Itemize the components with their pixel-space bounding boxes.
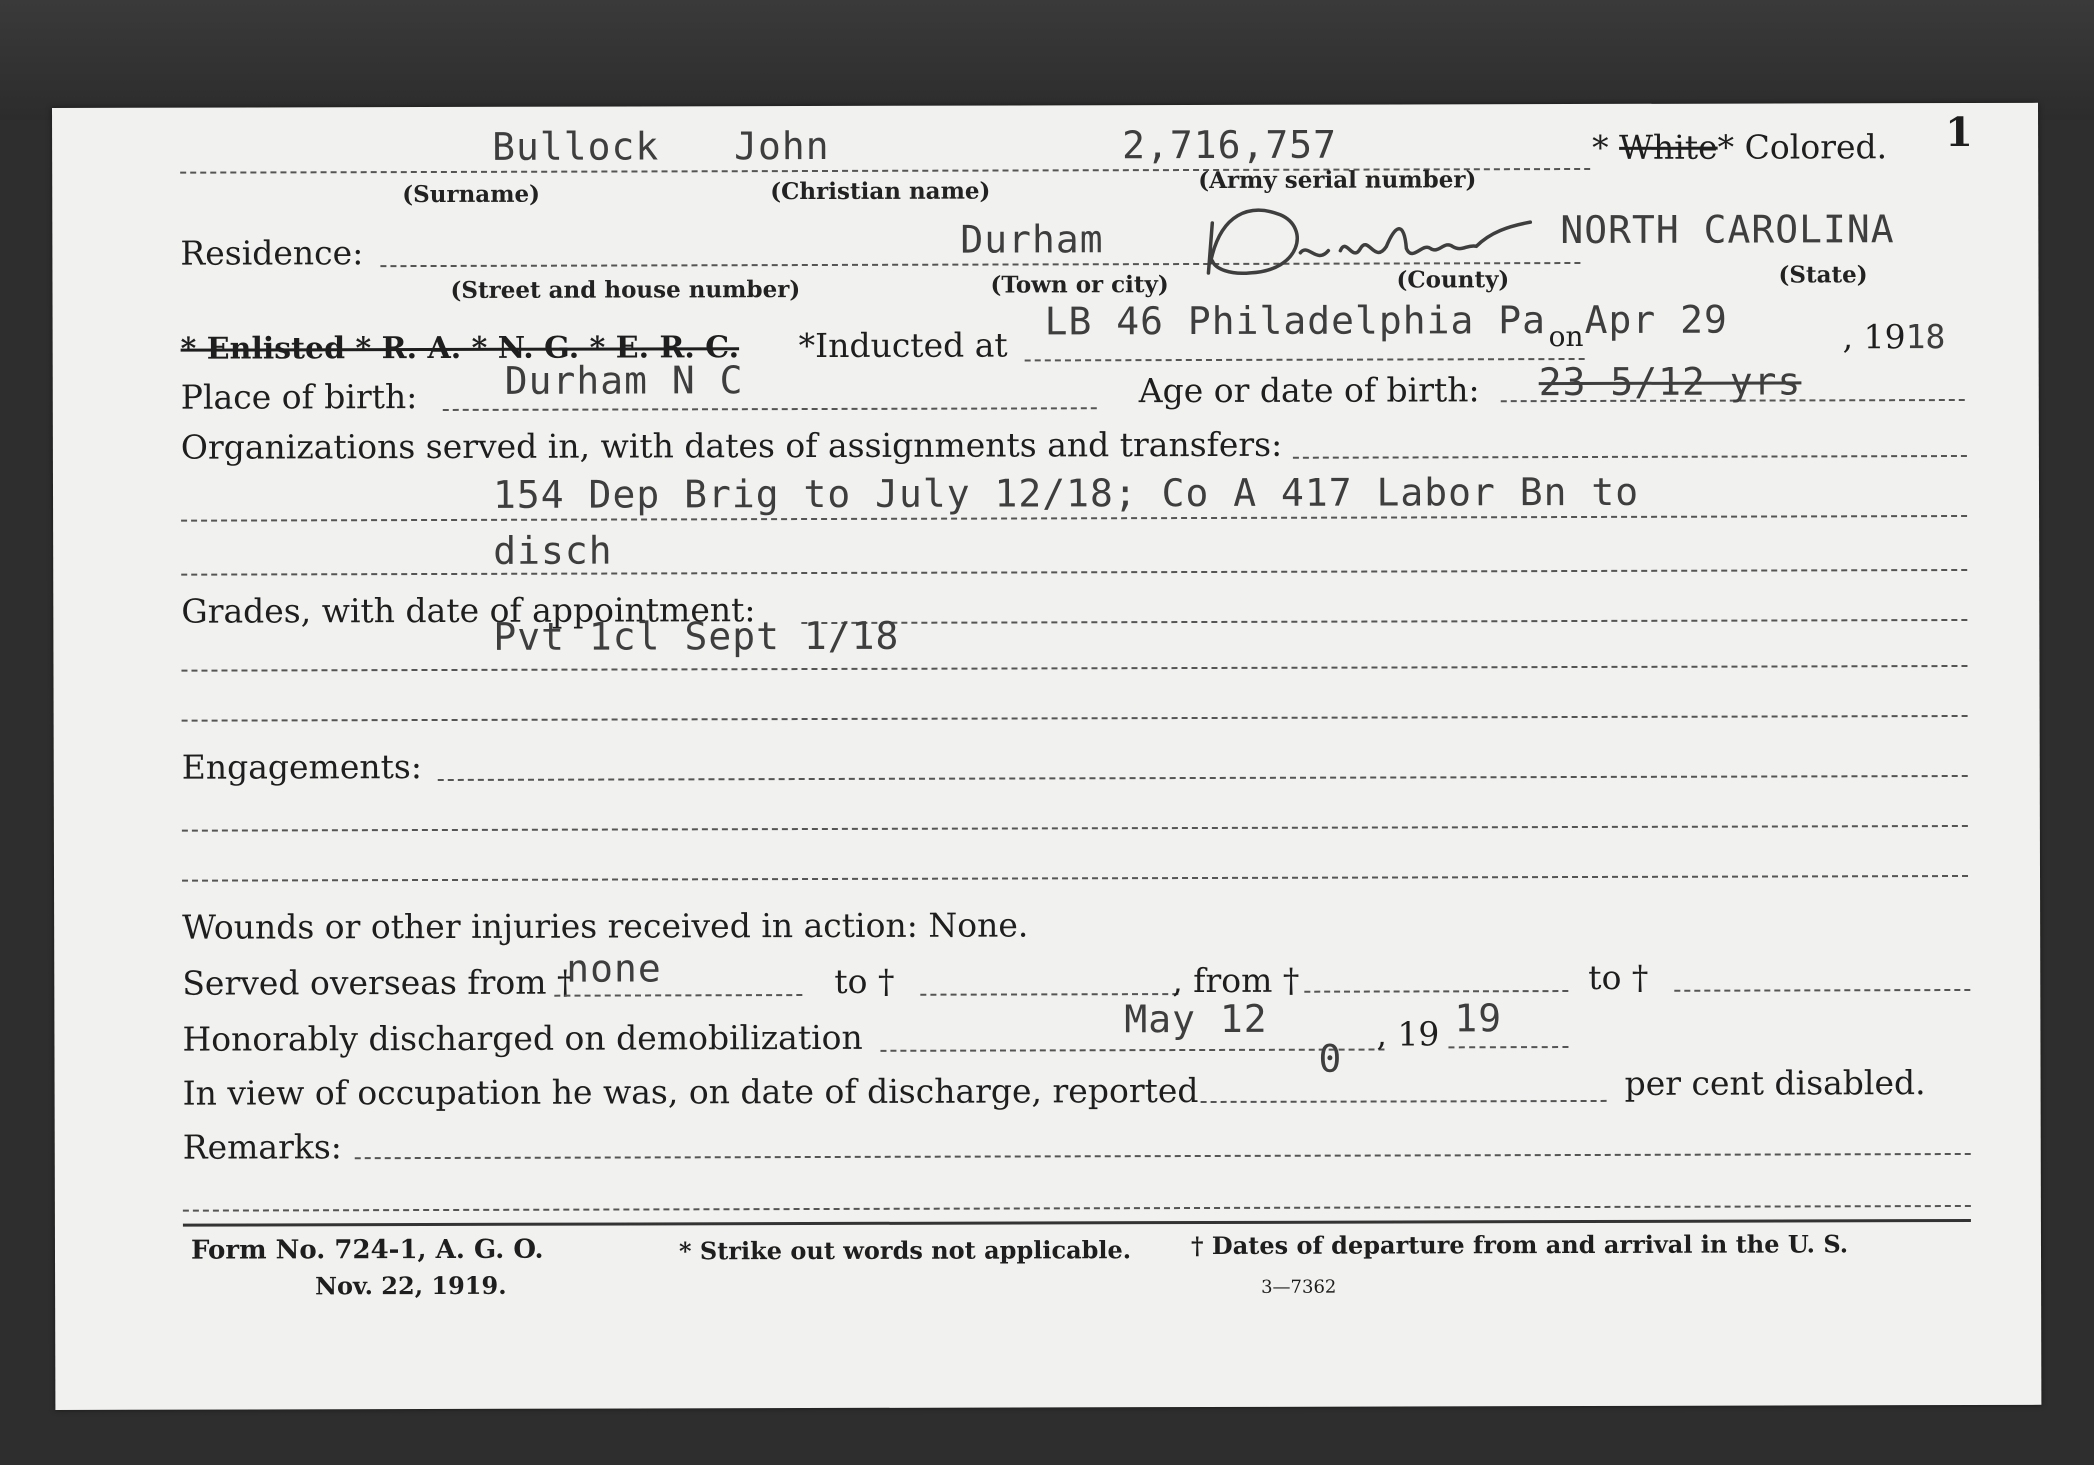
disabled-line (1201, 1100, 1607, 1103)
overseas-from2-line (1304, 990, 1568, 993)
scan-backdrop (0, 0, 2094, 120)
print-code: 3—7362 (1261, 1276, 1337, 1298)
disabled-label: per cent disabled. (1624, 1063, 1926, 1103)
race-field: * White* Colored. (1592, 127, 1888, 167)
organizations-line-0 (1293, 455, 1967, 459)
organizations-label: Organizations served in, with dates of assignments and transfers: (180, 424, 1283, 467)
town-value: Durham (960, 217, 1104, 262)
inducted-date-value: Apr 29 (1584, 297, 1728, 342)
service-record-card (52, 103, 2041, 1410)
overseas-label: Served overseas from † (182, 962, 574, 1003)
organizations-line-2 (181, 569, 1967, 576)
discharged-label: Honorably discharged on demobilization (182, 1017, 863, 1059)
birth-place-line (443, 407, 1097, 411)
overseas-from2-label: , from † (1172, 960, 1300, 1001)
label-state: (State) (1778, 261, 1868, 289)
grades-value: Pvt 1cl Sept 1/18 (493, 613, 900, 659)
discharge-date-line (880, 1049, 1384, 1052)
wounds-label: Wounds or other injuries received in action: (182, 905, 918, 947)
remarks-label: Remarks: (182, 1127, 342, 1167)
discharge-year-line (1448, 1046, 1568, 1048)
state-value: NORTH CAROLINA (1560, 207, 1895, 253)
page-number: 1 (1945, 108, 1973, 157)
race-colored: Colored. (1744, 127, 1888, 167)
overseas-to2-line (1674, 989, 1970, 992)
christian-name-value: John (734, 123, 830, 169)
organizations-line-1 (181, 515, 1967, 522)
remarks-line-0 (355, 1153, 1971, 1159)
wounds-value: None. (928, 905, 1029, 945)
engagements-label: Engagements: (181, 747, 422, 787)
disabled-percent-value: 0 (1318, 1036, 1343, 1081)
form-date: Nov. 22, 1919. (315, 1270, 507, 1301)
birth-place-label: Place of birth: (180, 377, 418, 417)
overseas-from-line (554, 994, 802, 997)
birth-place-value: Durham N C (504, 358, 744, 403)
overseas-to-line (920, 993, 1178, 996)
engagements-line-2 (182, 875, 1968, 882)
inducted-at-value: LB 46 Philadelphia Pa (1044, 298, 1547, 344)
inducted-label: *Inducted at (798, 325, 1008, 366)
wounds-field (182, 905, 1028, 946)
discharge-year-value: 19 (1454, 996, 1503, 1041)
footer-rule (183, 1219, 1971, 1227)
organizations-value-1: 154 Dep Brig to July 12/18; Co A 417 Labor Bn to (492, 469, 1640, 517)
label-surname: (Surname) (402, 180, 541, 209)
label-county: (County) (1396, 266, 1510, 294)
label-street: (Street and house number) (450, 276, 801, 304)
form-number: Form No. 724-1, A. G. O. (190, 1234, 544, 1266)
grades-line-2 (182, 715, 1968, 722)
label-christian-name: (Christian name) (770, 177, 991, 206)
remarks-line-1 (183, 1205, 1971, 1212)
on-label: on (1548, 319, 1584, 354)
organizations-value-2: disch (493, 528, 613, 573)
surname-value: Bullock (492, 124, 660, 169)
dates-note: † Dates of departure from and arrival in the U. S. (1190, 1229, 1849, 1261)
race-white-struck: White (1619, 127, 1718, 167)
residence-label: Residence: (180, 233, 364, 273)
inducted-line (1025, 358, 1585, 361)
enlisted-options-struck: * Enlisted * R. A. * N. G. * E. R. C. (180, 330, 740, 367)
label-town: (Town or city) (990, 271, 1169, 299)
occupation-label: In view of occupation he was, on date of discharge, reported (182, 1071, 1199, 1113)
overseas-to2-label: to † (1588, 957, 1649, 997)
age-label: Age or date of birth: (1138, 370, 1480, 411)
discharge-date-value: May 12 (1124, 996, 1268, 1042)
grades-line-1 (181, 665, 1967, 672)
engagements-line-1 (182, 825, 1968, 832)
grades-line-0 (801, 619, 1967, 624)
age-value: 23 5/12 yrs (1538, 359, 1802, 405)
overseas-from-value: none (566, 946, 662, 991)
label-serial-number: (Army serial number) (1198, 166, 1477, 194)
serial-number-value: 2,716,757 (1122, 122, 1338, 168)
inducted-year: , 1918 (1842, 317, 1946, 357)
discharge-year-prefix: , 19 (1376, 1014, 1440, 1054)
strike-note: * Strike out words not applicable. (678, 1235, 1132, 1266)
overseas-to-label: to † (834, 961, 895, 1001)
grades-label: Grades, with date of appointment: (181, 590, 756, 631)
engagements-line-0 (438, 775, 1968, 781)
